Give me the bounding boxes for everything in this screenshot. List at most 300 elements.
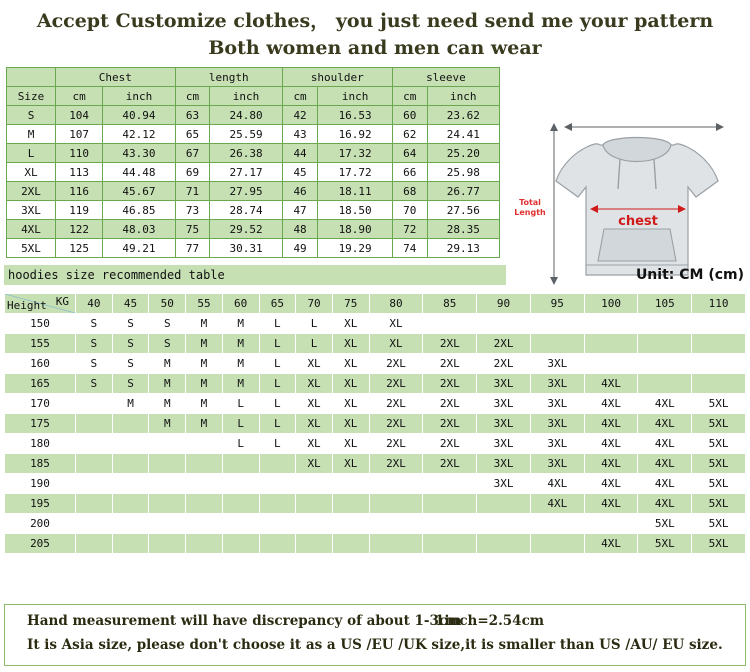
recommended-size-cell bbox=[76, 434, 113, 454]
size-value-cell: 17.72 bbox=[318, 163, 392, 182]
recommended-size-cell: XL bbox=[296, 434, 333, 454]
recommended-size-cell bbox=[530, 534, 584, 554]
size-table-group-header bbox=[7, 68, 56, 87]
size-value-cell: 24.80 bbox=[210, 106, 282, 125]
recommended-size-cell: S bbox=[112, 314, 149, 334]
size-value-cell: 113 bbox=[56, 163, 103, 182]
height-header-cell: 180 bbox=[5, 434, 76, 454]
size-value-cell: 70 bbox=[392, 201, 427, 220]
recommended-size-cell bbox=[584, 334, 638, 354]
recommended-size-cell: S bbox=[76, 374, 113, 394]
table-row bbox=[5, 514, 746, 534]
size-value-cell: 48.03 bbox=[103, 220, 175, 239]
weight-header-cell: 55 bbox=[186, 294, 223, 314]
weight-header-cell: 40 bbox=[76, 294, 113, 314]
page-title-line1: Accept Customize clothes， you just need send me your pattern bbox=[36, 10, 714, 32]
recommended-size-cell: 4XL bbox=[638, 494, 692, 514]
recommended-size-cell bbox=[149, 494, 186, 514]
recommended-size-cell: 4XL bbox=[638, 454, 692, 474]
recommended-size-cell: 3XL bbox=[530, 454, 584, 474]
size-label-cell: M bbox=[7, 125, 56, 144]
recommended-size-cell: 5XL bbox=[692, 474, 746, 494]
size-value-cell: 43.30 bbox=[103, 144, 175, 163]
recommended-size-cell: 3XL bbox=[477, 374, 531, 394]
weight-header-cell: 45 bbox=[112, 294, 149, 314]
recommended-size-cell: 5XL bbox=[638, 514, 692, 534]
recommended-size-cell bbox=[149, 514, 186, 534]
measurement-note bbox=[4, 604, 746, 666]
recommended-size-cell: 4XL bbox=[584, 494, 638, 514]
weight-header-cell: 60 bbox=[222, 294, 259, 314]
table-row bbox=[5, 474, 746, 494]
recommended-size-cell: 2XL bbox=[423, 394, 477, 414]
recommended-size-cell: 4XL bbox=[584, 454, 638, 474]
size-value-cell: 72 bbox=[392, 220, 427, 239]
recommended-size-cell: XL bbox=[296, 414, 333, 434]
recommended-size-cell bbox=[477, 494, 531, 514]
size-value-cell: 16.53 bbox=[318, 106, 392, 125]
hoodie-illustration-svg bbox=[508, 97, 744, 287]
size-table-sub-header: Size bbox=[7, 87, 56, 106]
recommended-size-cell: L bbox=[222, 394, 259, 414]
recommended-size-cell: XL bbox=[332, 434, 369, 454]
recommended-size-cell: M bbox=[112, 394, 149, 414]
size-value-cell: 45.67 bbox=[103, 182, 175, 201]
height-header-cell: 150 bbox=[5, 314, 76, 334]
axis-label-weight: KG bbox=[55, 295, 69, 308]
recommended-size-cell: 5XL bbox=[692, 534, 746, 554]
weight-header-cell: 70 bbox=[296, 294, 333, 314]
size-value-cell: 24.41 bbox=[427, 125, 499, 144]
size-value-cell: 68 bbox=[392, 182, 427, 201]
recommended-size-cell: 2XL bbox=[423, 454, 477, 474]
recommended-size-cell: S bbox=[149, 334, 186, 354]
recommended-size-cell: M bbox=[149, 354, 186, 374]
total-length-label-line1: Total bbox=[519, 198, 541, 207]
weight-header-cell: 75 bbox=[332, 294, 369, 314]
recommended-size-cell bbox=[112, 474, 149, 494]
size-value-cell: 69 bbox=[175, 163, 210, 182]
recommended-size-cell: 5XL bbox=[692, 434, 746, 454]
recommended-size-cell bbox=[222, 494, 259, 514]
recommended-size-cell: L bbox=[259, 434, 296, 454]
table-row bbox=[7, 144, 500, 163]
table-row bbox=[5, 494, 746, 514]
recommended-size-cell: S bbox=[112, 374, 149, 394]
recommended-size-cell: 3XL bbox=[477, 474, 531, 494]
size-value-cell: 27.17 bbox=[210, 163, 282, 182]
size-value-cell: 30.31 bbox=[210, 239, 282, 258]
note-inch-conversion: 1inch=2.54cm bbox=[435, 613, 545, 629]
size-chart-section bbox=[0, 67, 750, 257]
recommended-size-cell bbox=[186, 534, 223, 554]
size-value-cell: 44.48 bbox=[103, 163, 175, 182]
recommended-size-cell bbox=[76, 514, 113, 534]
recommended-size-cell: 3XL bbox=[530, 394, 584, 414]
recommended-size-cell: 4XL bbox=[584, 434, 638, 454]
size-value-cell: 75 bbox=[175, 220, 210, 239]
recommended-size-cell bbox=[149, 434, 186, 454]
recommended-size-cell bbox=[149, 534, 186, 554]
table-row bbox=[7, 125, 500, 144]
recommended-size-cell bbox=[423, 474, 477, 494]
size-value-cell: 18.11 bbox=[318, 182, 392, 201]
recommended-size-cell: 5XL bbox=[692, 454, 746, 474]
recommended-size-cell: M bbox=[149, 414, 186, 434]
recommended-size-cell: M bbox=[222, 314, 259, 334]
recommended-size-cell: XL bbox=[332, 394, 369, 414]
recommended-size-cell bbox=[530, 334, 584, 354]
recommended-size-cell bbox=[186, 434, 223, 454]
table-row bbox=[7, 163, 500, 182]
recommended-size-cell: L bbox=[259, 334, 296, 354]
recommended-size-cell: XL bbox=[332, 334, 369, 354]
recommended-size-cell bbox=[222, 454, 259, 474]
recommended-size-cell bbox=[584, 514, 638, 534]
recommended-size-cell bbox=[112, 494, 149, 514]
size-table-sub-header: inch bbox=[103, 87, 175, 106]
size-value-cell: 71 bbox=[175, 182, 210, 201]
recommended-size-cell: 4XL bbox=[584, 374, 638, 394]
size-value-cell: 26.38 bbox=[210, 144, 282, 163]
height-header-cell: 175 bbox=[5, 414, 76, 434]
size-value-cell: 104 bbox=[56, 106, 103, 125]
recommended-size-cell: S bbox=[76, 314, 113, 334]
recommended-size-cell: L bbox=[259, 374, 296, 394]
recommended-size-cell bbox=[423, 534, 477, 554]
size-table-sub-header: inch bbox=[210, 87, 282, 106]
recommended-size-cell bbox=[638, 314, 692, 334]
recommended-size-cell: M bbox=[186, 374, 223, 394]
weight-header-cell: 65 bbox=[259, 294, 296, 314]
recommended-size-cell: L bbox=[296, 314, 333, 334]
recommended-size-cell bbox=[186, 474, 223, 494]
recommended-size-cell: 2XL bbox=[423, 374, 477, 394]
size-value-cell: 125 bbox=[56, 239, 103, 258]
recommended-size-cell bbox=[186, 514, 223, 534]
height-header-cell: 195 bbox=[5, 494, 76, 514]
size-value-cell: 77 bbox=[175, 239, 210, 258]
recommended-size-cell: M bbox=[186, 334, 223, 354]
table-row bbox=[7, 220, 500, 239]
size-value-cell: 63 bbox=[175, 106, 210, 125]
recommended-size-cell: L bbox=[259, 414, 296, 434]
size-label-cell: L bbox=[7, 144, 56, 163]
size-table-group-header: sleeve bbox=[392, 68, 499, 87]
recommended-size-cell bbox=[222, 474, 259, 494]
recommended-size-cell: L bbox=[222, 434, 259, 454]
recommended-size-cell: XL bbox=[332, 354, 369, 374]
recommended-size-cell: 4XL bbox=[638, 474, 692, 494]
recommended-size-cell: M bbox=[186, 314, 223, 334]
size-table-sub-header: cm bbox=[282, 87, 318, 106]
height-header-cell: 200 bbox=[5, 514, 76, 534]
recommended-size-cell: S bbox=[76, 334, 113, 354]
table-row bbox=[5, 354, 746, 374]
recommended-size-cell: 3XL bbox=[477, 414, 531, 434]
recommended-size-cell: S bbox=[76, 354, 113, 374]
recommended-size-cell bbox=[222, 534, 259, 554]
recommended-size-cell bbox=[530, 514, 584, 534]
recommended-size-cell: M bbox=[149, 394, 186, 414]
recommended-size-cell: 2XL bbox=[423, 354, 477, 374]
size-value-cell: 107 bbox=[56, 125, 103, 144]
recommended-size-cell: L bbox=[222, 414, 259, 434]
size-value-cell: 65 bbox=[175, 125, 210, 144]
recommended-size-cell bbox=[477, 534, 531, 554]
recommended-size-cell bbox=[584, 354, 638, 374]
recommended-size-cell bbox=[423, 494, 477, 514]
size-value-cell: 27.95 bbox=[210, 182, 282, 201]
table-row bbox=[5, 394, 746, 414]
table-row bbox=[5, 434, 746, 454]
size-label-cell: 2XL bbox=[7, 182, 56, 201]
recommended-size-cell: L bbox=[296, 334, 333, 354]
recommended-size-cell: 2XL bbox=[423, 334, 477, 354]
size-value-cell: 73 bbox=[175, 201, 210, 220]
size-value-cell: 49 bbox=[282, 239, 318, 258]
size-value-cell: 44 bbox=[282, 144, 318, 163]
recommended-size-cell bbox=[369, 494, 423, 514]
recommended-title: hoodies size recommended table bbox=[8, 268, 225, 282]
recommended-size-cell bbox=[76, 394, 113, 414]
size-value-cell: 16.92 bbox=[318, 125, 392, 144]
recommended-size-cell bbox=[259, 454, 296, 474]
size-value-cell: 67 bbox=[175, 144, 210, 163]
size-value-cell: 122 bbox=[56, 220, 103, 239]
size-table-sub-header: cm bbox=[56, 87, 103, 106]
recommended-size-cell bbox=[477, 514, 531, 534]
recommended-size-cell: 4XL bbox=[584, 474, 638, 494]
recommended-size-cell bbox=[530, 314, 584, 334]
recommended-size-cell bbox=[692, 314, 746, 334]
recommended-size-cell: 4XL bbox=[638, 394, 692, 414]
size-value-cell: 25.98 bbox=[427, 163, 499, 182]
table-row bbox=[7, 106, 500, 125]
size-label-cell: XL bbox=[7, 163, 56, 182]
size-value-cell: 26.77 bbox=[427, 182, 499, 201]
recommended-size-cell: M bbox=[222, 334, 259, 354]
recommended-size-cell bbox=[222, 514, 259, 534]
recommended-size-cell: 2XL bbox=[423, 434, 477, 454]
size-value-cell: 60 bbox=[392, 106, 427, 125]
height-header-cell: 205 bbox=[5, 534, 76, 554]
height-header-cell: 170 bbox=[5, 394, 76, 414]
recommended-size-cell bbox=[477, 314, 531, 334]
recommended-size-cell bbox=[692, 354, 746, 374]
recommended-size-cell bbox=[112, 454, 149, 474]
recommended-size-cell: M bbox=[222, 354, 259, 374]
recommended-size-cell: XL bbox=[296, 374, 333, 394]
table-row bbox=[5, 374, 746, 394]
size-table bbox=[6, 67, 500, 258]
recommended-size-cell bbox=[584, 314, 638, 334]
recommended-size-cell: M bbox=[186, 414, 223, 434]
size-value-cell: 42.12 bbox=[103, 125, 175, 144]
recommended-size-cell bbox=[186, 494, 223, 514]
recommended-size-cell: 2XL bbox=[369, 454, 423, 474]
recommended-size-cell bbox=[186, 454, 223, 474]
recommended-size-cell bbox=[332, 494, 369, 514]
size-value-cell: 48 bbox=[282, 220, 318, 239]
weight-header-cell: 95 bbox=[530, 294, 584, 314]
recommended-size-cell: 5XL bbox=[638, 534, 692, 554]
axis-corner-cell bbox=[5, 294, 76, 314]
recommended-size-cell: XL bbox=[369, 314, 423, 334]
weight-header-cell: 110 bbox=[692, 294, 746, 314]
weight-header-cell: 105 bbox=[638, 294, 692, 314]
chest-label: chest bbox=[618, 214, 658, 229]
recommended-size-cell bbox=[638, 334, 692, 354]
recommended-title-bar bbox=[0, 265, 750, 287]
size-value-cell: 110 bbox=[56, 144, 103, 163]
recommended-size-cell: 2XL bbox=[369, 434, 423, 454]
page-header bbox=[0, 0, 750, 59]
size-label-cell: S bbox=[7, 106, 56, 125]
table-row bbox=[7, 239, 500, 258]
recommended-size-cell: L bbox=[259, 314, 296, 334]
recommended-size-table bbox=[4, 293, 746, 554]
recommended-size-cell bbox=[112, 434, 149, 454]
size-value-cell: 49.21 bbox=[103, 239, 175, 258]
recommended-size-cell bbox=[369, 514, 423, 534]
size-value-cell: 27.56 bbox=[427, 201, 499, 220]
size-value-cell: 66 bbox=[392, 163, 427, 182]
recommended-size-cell: S bbox=[149, 314, 186, 334]
size-value-cell: 46.85 bbox=[103, 201, 175, 220]
recommended-size-cell: L bbox=[259, 354, 296, 374]
size-table-group-header: Chest bbox=[56, 68, 176, 87]
height-header-cell: 190 bbox=[5, 474, 76, 494]
height-header-cell: 160 bbox=[5, 354, 76, 374]
recommended-size-cell: 5XL bbox=[692, 414, 746, 434]
recommended-size-cell: 4XL bbox=[530, 474, 584, 494]
recommended-size-cell bbox=[332, 474, 369, 494]
recommended-size-cell bbox=[692, 374, 746, 394]
recommended-size-cell: 3XL bbox=[477, 394, 531, 414]
recommended-size-cell: S bbox=[112, 354, 149, 374]
table-row bbox=[5, 454, 746, 474]
size-label-cell: 5XL bbox=[7, 239, 56, 258]
recommended-size-cell: L bbox=[259, 394, 296, 414]
recommended-size-cell bbox=[423, 514, 477, 534]
recommended-size-cell bbox=[638, 374, 692, 394]
size-value-cell: 46 bbox=[282, 182, 318, 201]
weight-header-cell: 90 bbox=[477, 294, 531, 314]
recommended-size-cell bbox=[296, 514, 333, 534]
recommended-size-cell bbox=[692, 334, 746, 354]
recommended-size-cell: 3XL bbox=[530, 434, 584, 454]
recommended-size-cell: M bbox=[186, 354, 223, 374]
weight-header-cell: 100 bbox=[584, 294, 638, 314]
recommended-size-cell: 2XL bbox=[369, 354, 423, 374]
recommended-size-cell bbox=[76, 494, 113, 514]
weight-header-cell: 80 bbox=[369, 294, 423, 314]
size-label-cell: 4XL bbox=[7, 220, 56, 239]
size-value-cell: 119 bbox=[56, 201, 103, 220]
recommended-size-cell: 2XL bbox=[369, 414, 423, 434]
recommended-size-cell bbox=[112, 514, 149, 534]
recommended-size-cell: 5XL bbox=[692, 494, 746, 514]
recommended-size-cell: XL bbox=[296, 394, 333, 414]
size-value-cell: 28.35 bbox=[427, 220, 499, 239]
recommended-size-cell: 2XL bbox=[369, 394, 423, 414]
recommended-size-cell: XL bbox=[332, 454, 369, 474]
size-value-cell: 28.74 bbox=[210, 201, 282, 220]
height-header-cell: 165 bbox=[5, 374, 76, 394]
recommended-size-cell: 3XL bbox=[530, 414, 584, 434]
size-table-sub-header: cm bbox=[392, 87, 427, 106]
size-value-cell: 19.29 bbox=[318, 239, 392, 258]
size-table-group-header: length bbox=[175, 68, 282, 87]
size-value-cell: 47 bbox=[282, 201, 318, 220]
unit-label: Unit: CM (cm) bbox=[635, 267, 744, 283]
size-value-cell: 40.94 bbox=[103, 106, 175, 125]
size-table-sub-header: cm bbox=[175, 87, 210, 106]
recommended-size-cell bbox=[259, 494, 296, 514]
recommended-size-cell bbox=[76, 454, 113, 474]
table-row bbox=[5, 334, 746, 354]
recommended-size-cell bbox=[112, 534, 149, 554]
size-value-cell: 74 bbox=[392, 239, 427, 258]
recommended-size-cell: 4XL bbox=[638, 414, 692, 434]
recommended-size-cell: 4XL bbox=[638, 434, 692, 454]
recommended-size-cell: 2XL bbox=[369, 374, 423, 394]
recommended-size-cell bbox=[259, 474, 296, 494]
recommended-size-cell: 2XL bbox=[477, 334, 531, 354]
recommended-size-cell: 2XL bbox=[477, 354, 531, 374]
size-value-cell: 23.62 bbox=[427, 106, 499, 125]
page-title-line2: Both women and men can wear bbox=[208, 37, 542, 59]
recommended-size-cell bbox=[149, 474, 186, 494]
recommended-size-cell bbox=[296, 534, 333, 554]
note-line2: It is Asia size, please don't choose it as a US /EU /UK size,it is smaller than US /AU/ EU size. bbox=[27, 637, 723, 653]
recommended-size-cell bbox=[296, 474, 333, 494]
recommended-size-cell bbox=[259, 514, 296, 534]
recommended-size-cell: XL bbox=[332, 374, 369, 394]
size-value-cell: 29.52 bbox=[210, 220, 282, 239]
recommended-size-cell: 2XL bbox=[423, 414, 477, 434]
recommended-size-cell: 3XL bbox=[477, 434, 531, 454]
total-length-label-line2: Length bbox=[514, 208, 546, 217]
recommended-size-cell bbox=[638, 354, 692, 374]
recommended-size-cell bbox=[112, 414, 149, 434]
recommended-size-cell: M bbox=[186, 394, 223, 414]
height-header-cell: 185 bbox=[5, 454, 76, 474]
size-value-cell: 43 bbox=[282, 125, 318, 144]
weight-header-cell: 85 bbox=[423, 294, 477, 314]
recommended-size-cell: 4XL bbox=[584, 414, 638, 434]
table-row bbox=[5, 314, 746, 334]
recommended-size-cell bbox=[332, 534, 369, 554]
size-value-cell: 17.32 bbox=[318, 144, 392, 163]
recommended-size-cell: XL bbox=[369, 334, 423, 354]
size-label-cell: 3XL bbox=[7, 201, 56, 220]
recommended-size-cell bbox=[76, 474, 113, 494]
table-row bbox=[5, 534, 746, 554]
recommended-size-cell bbox=[369, 474, 423, 494]
size-table-sub-header: inch bbox=[427, 87, 499, 106]
height-header-cell: 155 bbox=[5, 334, 76, 354]
recommended-size-cell: 4XL bbox=[584, 394, 638, 414]
size-value-cell: 45 bbox=[282, 163, 318, 182]
recommended-size-cell: 3XL bbox=[530, 374, 584, 394]
table-row bbox=[7, 182, 500, 201]
table-row bbox=[5, 414, 746, 434]
hoodie-diagram bbox=[508, 97, 744, 287]
note-line1: Hand measurement will have discrepancy of about 1-3cm bbox=[27, 613, 462, 629]
recommended-size-cell: XL bbox=[332, 314, 369, 334]
